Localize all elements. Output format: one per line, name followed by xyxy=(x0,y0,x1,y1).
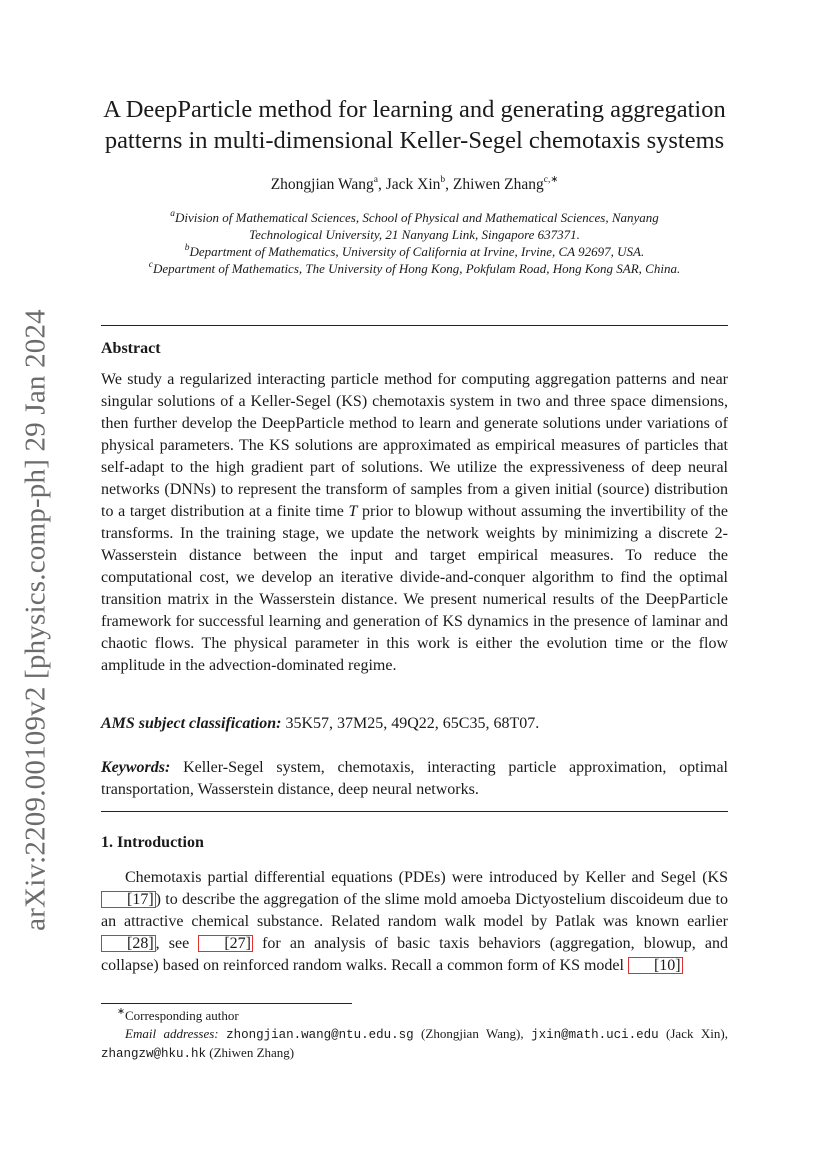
footnotes xyxy=(101,1007,728,1063)
title-line: patterns in multi-dimensional Keller-Segel chemotaxis systems xyxy=(104,127,725,154)
email-link[interactable]: zhangzw@hku.hk xyxy=(101,1047,207,1061)
affiliation-mark: b xyxy=(184,242,190,253)
introduction-paragraph xyxy=(101,867,728,977)
footnote-mark: ∗ xyxy=(117,1006,125,1017)
affiliation-mark: b xyxy=(440,174,446,185)
citation-link[interactable]: [17] xyxy=(101,891,156,908)
citation-link[interactable]: [27] xyxy=(198,935,253,952)
footnote-text: Corresponding author xyxy=(124,1008,239,1023)
footnote-corresponding xyxy=(101,1007,728,1025)
keywords-label: Keywords: xyxy=(101,759,171,776)
email-label: Email addresses: xyxy=(125,1026,219,1041)
keywords xyxy=(101,757,728,801)
abstract-text: We study a regularized interacting particle method for computing aggregation patterns and near singular solutions of a Keller-Segel (KS) chemotaxis system in two and three space dimensions, then further develop the DeepParticle method to learn and generate solutions under variations of physical parameters. The KS solutions are approximated as empirical measures of particles that self-adapt to the high gradient part of solutions. We utilize the expressiveness of deep neural networks (DNNs) to represent the transform of samples from a given initial (source) distribution to a target distribution at a finite time xyxy=(101,371,728,520)
abstract-top-rule xyxy=(101,325,728,326)
affiliation-text: Department of Mathematics, The University of Hong Kong, Pokfulam Road, Hong Kong SAR, China. xyxy=(153,261,681,276)
body-text: Chemotaxis partial differential equations (PDEs) were introduced by Keller and Segel (KS xyxy=(125,869,728,886)
abstract-body xyxy=(101,369,728,677)
abstract-bottom-rule xyxy=(101,811,728,812)
arxiv-identifier-stamp: arXiv:2209.00109v2 [physics.comp-ph] 29 Jan 2024 xyxy=(19,309,52,931)
body-text: , see xyxy=(155,935,199,952)
title-line: A DeepParticle method for learning and generating aggregation xyxy=(103,96,726,123)
affiliation-text: Division of Mathematical Sciences, School of Physical and Mathematical Sciences, Nanyang xyxy=(174,210,659,225)
affiliation-mark: c,∗ xyxy=(543,174,559,185)
affiliation-text: Department of Mathematics, University of California at Irvine, Irvine, CA 92697, USA. xyxy=(189,244,645,259)
email-owner: (Zhiwen Zhang) xyxy=(206,1045,295,1060)
author-name: Zhiwen Zhang xyxy=(452,176,544,193)
affiliation-mark: c xyxy=(148,259,154,270)
affiliation-a xyxy=(101,209,728,226)
affiliation-mark: a xyxy=(373,174,378,185)
footnote-rule xyxy=(101,1003,352,1004)
email-owner: (Jack Xin), xyxy=(658,1026,728,1041)
email-link[interactable]: zhongjian.wang@ntu.edu.sg xyxy=(226,1028,414,1042)
body-text: for an analysis of basic taxis behaviors (aggregation, blowup, and collapse) based on reinforced random walks. Recall a common form of KS model xyxy=(101,935,728,974)
abstract-text: prior to blowup without assuming the invertibility of the transforms. In the training stage, we update the network weights by minimizing a discrete 2-Wasserstein distance between the input and target empirical measures. To reduce the computational cost, we develop an iterative divide-and-conquer algorithm to find the optimal transition matrix in the Wasserstein distance. We present numerical results of the DeepParticle framework for successful learning and generation of KS dynamics in the presence of laminar and chaotic flows. The physical parameter in this work is either the evolution time or the flow amplitude in the advection-dominated regime. xyxy=(101,503,728,674)
separator: , xyxy=(377,176,386,193)
math-symbol: T xyxy=(348,503,358,520)
affiliation-a-cont: Technological University, 21 Nanyang Link, Singapore 637371. xyxy=(249,227,580,242)
paper-title xyxy=(101,94,728,156)
keywords-text: Keller-Segel system, chemotaxis, interacting particle approximation, optimal transportation, Wasserstein distance, deep neural networks. xyxy=(101,759,728,798)
body-text: ) to describe the aggregation of the slime mold amoeba Dictyostelium discoideum due to an attractive chemical substance. Related random walk model by Patlak was known earlier xyxy=(101,891,728,930)
affiliations xyxy=(101,209,728,277)
affiliation-mark: a xyxy=(170,208,175,219)
author-name: Jack Xin xyxy=(385,176,441,193)
citation-link[interactable]: [28] xyxy=(101,935,156,952)
citation-link[interactable]: [10] xyxy=(628,957,683,974)
footnote-emails xyxy=(101,1025,728,1063)
affiliation-b xyxy=(101,243,728,260)
separator: , xyxy=(445,176,453,193)
author-list xyxy=(101,176,728,194)
affiliation-c xyxy=(101,260,728,277)
section-heading-introduction: 1. Introduction xyxy=(101,834,204,851)
ams-classification xyxy=(101,713,728,735)
email-owner: (Zhongjian Wang), xyxy=(413,1026,532,1041)
ams-label: AMS subject classification: xyxy=(101,715,282,732)
abstract-heading: Abstract xyxy=(101,340,161,357)
ams-codes: 35K57, 37M25, 49Q22, 65C35, 68T07. xyxy=(281,715,540,732)
email-link[interactable]: jxin@math.uci.edu xyxy=(531,1028,659,1042)
author-name: Zhongjian Wang xyxy=(270,176,374,193)
